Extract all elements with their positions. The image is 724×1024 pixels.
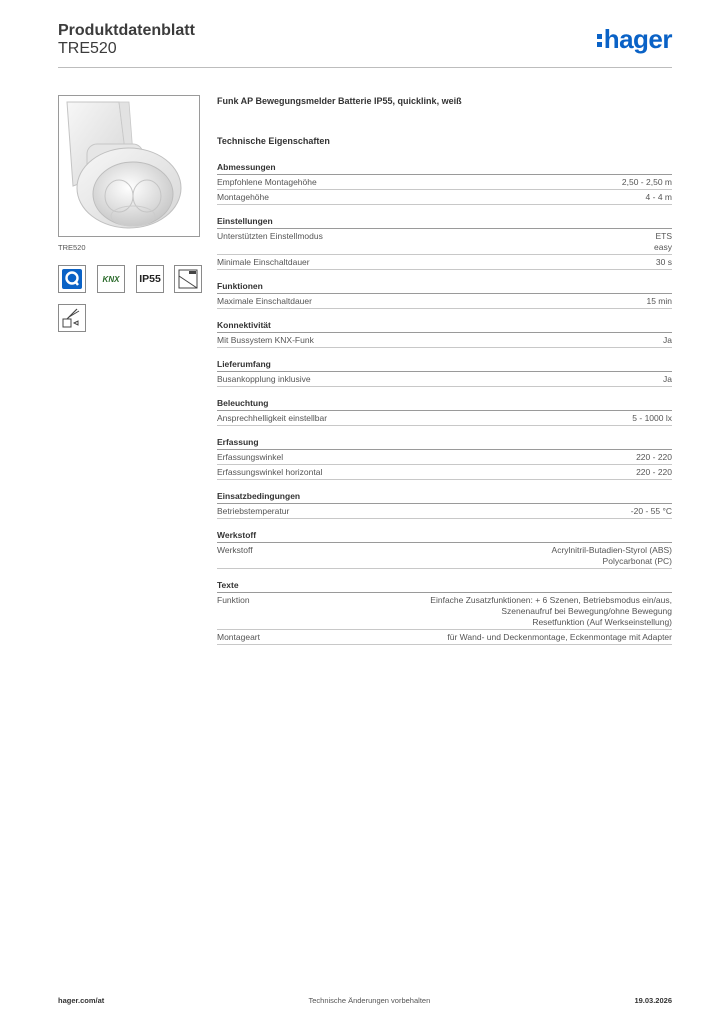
section-title: Einstellungen [217, 215, 672, 229]
section-title: Texte [217, 579, 672, 593]
spec-value: Einfache Zusatzfunktionen: + 6 Szenen, Betriebsmodus ein/aus, Szenenaufruf bei Bewegung/ohne Bewegung Resetfunktion (Auf Werkseinstellung) [430, 595, 672, 627]
spec-row [217, 504, 672, 519]
section-title: Beleuchtung [217, 397, 672, 411]
spec-label: Minimale Einschaltdauer [217, 257, 310, 267]
spec-label: Unterstützten Einstellmodus [217, 231, 323, 241]
product-image [58, 95, 200, 237]
spec-label: Empfohlene Montagehöhe [217, 177, 317, 187]
product-code: TRE520 [58, 40, 117, 57]
spec-section [217, 161, 672, 205]
spec-section [217, 529, 672, 569]
logo-text: hager [603, 24, 672, 54]
spec-value: Ja [663, 335, 672, 345]
spec-sections [217, 161, 672, 645]
spec-row [217, 255, 672, 270]
motion-sensor-icon [58, 304, 86, 332]
spec-value: Acrylnitril-Butadien-Styrol (ABS) Polycarbonat (PC) [551, 545, 672, 566]
spec-row [217, 333, 672, 348]
dimension-badge [174, 265, 202, 293]
spec-row [217, 294, 672, 309]
spec-label: Funktion [217, 595, 250, 605]
section-title: Erfassung [217, 436, 672, 450]
section-title: Werkstoff [217, 529, 672, 543]
spec-label: Montageart [217, 632, 260, 642]
footer-disclaimer: Technische Änderungen vorbehalten [308, 996, 431, 1005]
spec-value: ETS easy [654, 231, 672, 252]
spec-section [217, 579, 672, 645]
spec-value: für Wand- und Deckenmontage, Eckenmontage mit Adapter [447, 632, 672, 642]
technical-properties-heading: Technische Eigenschaften [217, 136, 330, 146]
quicklink-badge [58, 265, 86, 293]
spec-row [217, 372, 672, 387]
spec-label: Maximale Einschaltdauer [217, 296, 312, 306]
footer-date: 19.03.2026 [634, 996, 672, 1005]
specifications [217, 95, 672, 645]
spec-row [217, 630, 672, 645]
spec-label: Werkstoff [217, 545, 253, 555]
section-title: Lieferumfang [217, 358, 672, 372]
spec-row [217, 175, 672, 190]
logo-dots-icon [597, 34, 602, 47]
spec-label: Mit Bussystem KNX-Funk [217, 335, 314, 345]
spec-row [217, 411, 672, 426]
page-header [58, 22, 672, 68]
spec-label: Erfassungswinkel horizontal [217, 467, 323, 477]
spec-label: Busankopplung inklusive [217, 374, 311, 384]
document-title: Produktdatenblatt [58, 22, 195, 39]
section-title: Einsatzbedingungen [217, 490, 672, 504]
knx-badge: KNX [97, 265, 125, 293]
spec-value: 2,50 - 2,50 m [621, 177, 672, 187]
spec-row [217, 229, 672, 255]
spec-value: 30 s [655, 257, 672, 267]
spec-value: 4 - 4 m [645, 192, 672, 202]
spec-row [217, 450, 672, 465]
section-title: Konnektivität [217, 319, 672, 333]
spec-label: Erfassungswinkel [217, 452, 284, 462]
spec-section [217, 490, 672, 519]
spec-section [217, 397, 672, 426]
spec-section [217, 358, 672, 387]
spec-value: 5 - 1000 lx [632, 413, 672, 423]
spec-section [217, 319, 672, 348]
spec-label: Montagehöhe [217, 192, 269, 202]
product-title: Funk AP Bewegungsmelder Batterie IP55, quicklink, weiß [217, 96, 462, 106]
spec-value: Ja [663, 374, 672, 384]
spec-label: Betriebstemperatur [217, 506, 290, 516]
spec-value: -20 - 55 °C [630, 506, 672, 516]
spec-value: 15 min [646, 296, 672, 306]
page-footer [58, 996, 672, 1005]
spec-section [217, 215, 672, 270]
section-title: Funktionen [217, 280, 672, 294]
section-title: Abmessungen [217, 161, 672, 175]
image-caption: TRE520 [58, 243, 86, 252]
spec-row [217, 190, 672, 205]
spec-value: 220 - 220 [636, 452, 672, 462]
spec-row [217, 465, 672, 480]
ip55-badge: IP55 [136, 265, 164, 293]
footer-website: hager.com/at [58, 996, 105, 1005]
spec-row [217, 593, 672, 630]
spec-section [217, 280, 672, 309]
spec-value: 220 - 220 [636, 467, 672, 477]
spec-row [217, 543, 672, 569]
spec-section [217, 436, 672, 480]
hager-logo [597, 26, 672, 52]
spec-label: Ansprechhelligkeit einstellbar [217, 413, 328, 423]
